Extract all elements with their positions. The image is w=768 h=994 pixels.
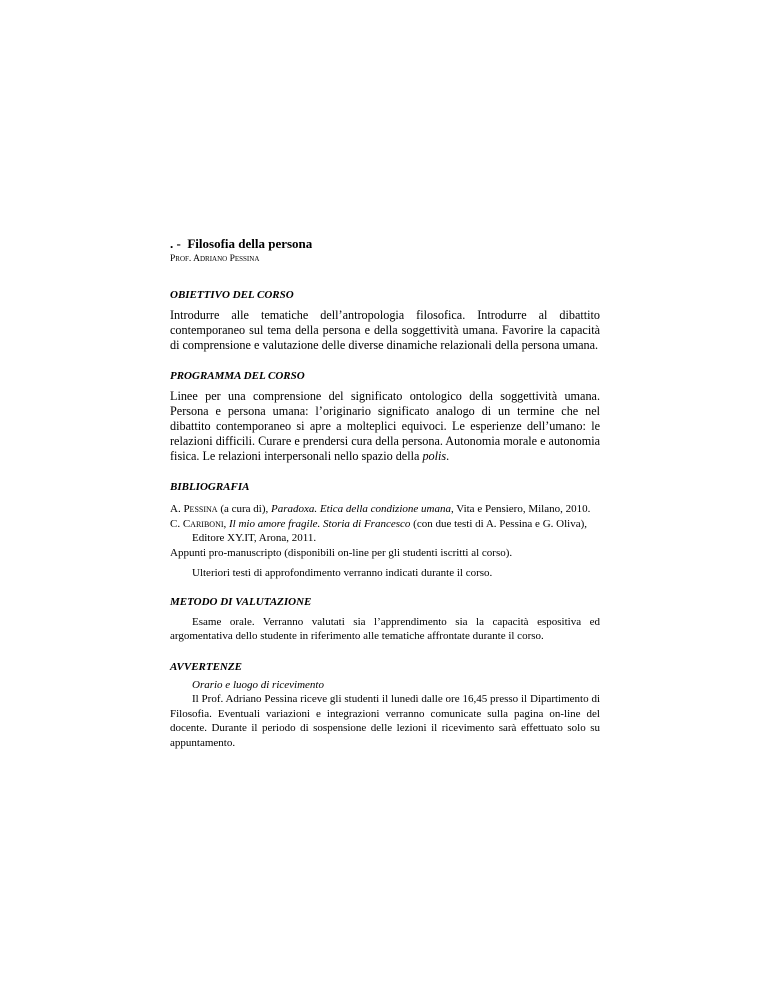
notes-heading: AVVERTENZE [170, 660, 242, 673]
bibliography-entry [170, 517, 600, 546]
objective-text: Introdurre alle tematiche dell’antropologia filosofica. Introdurre al dibattito contemporaneo sul tema della persona e della soggettività umana. Favorire la capacità di comprensione e valutazione delle diverse dinamiche relazionali della persona umana. [170, 308, 600, 352]
course-number: . - [170, 236, 181, 251]
bib-post: (con due testi di A. Pessina e G. Oliva), Editore XY.IT, Arona, 2011. [192, 517, 587, 544]
bib-title: Il mio amore fragile. Storia di Francesco [229, 517, 411, 530]
course-sheet [170, 236, 600, 750]
bib-pre: (a cura di), [217, 503, 272, 515]
office-hours-subheading: Orario e luogo di ricevimento [192, 678, 324, 691]
bibliography-list [170, 502, 600, 581]
professor-name: Prof. Adriano Pessina [170, 254, 260, 264]
program-text-italic: polis [422, 449, 447, 463]
bib-title: Paradoxa. Etica della condizione umana [271, 503, 451, 515]
objective-heading: OBIETTIVO DEL CORSO [170, 289, 294, 301]
bib-author: A. Pessina [170, 503, 218, 515]
program-heading: PROGRAMMA DEL CORSO [170, 370, 305, 382]
program-text [170, 389, 600, 464]
bibliography-note: Ulteriori testi di approfondimento verranno indicati durante il corso. [192, 567, 493, 579]
bib-author: C. Cariboni [170, 517, 224, 530]
evaluation-heading: METODO DI VALUTAZIONE [170, 595, 312, 608]
evaluation-text: Esame orale. Verranno valutati sia l’apprendimento sia la capacità espositiva ed argomentativa dello studente in riferimento alle tematiche affrontate durante il corso. [170, 615, 600, 642]
bib-post: , Vita e Pensiero, Milano, 2010. [450, 503, 591, 515]
bib-pre: , [223, 517, 230, 530]
bibliography-heading: BIBLIOGRAFIA [170, 481, 250, 493]
bibliography-extra: Appunti pro-manuscripto (disponibili on-line per gli studenti iscritti al corso). [170, 546, 513, 559]
course-title: Filosofia della persona [187, 236, 313, 251]
program-text-end: . [446, 449, 450, 463]
program-text-main: Linee per una comprensione del significato ontologico della soggettività umana. Persona e persona umana: l’originario significato analogo di un termine che nel dibattito contemporaneo si apre a molteplici equivoci. Le esperienze dell’umano: le relazioni difficili. Curare e prendersi cura della persona. Autonomia morale e autonomia fisica. Le relazioni interpersonali nello spazio della [170, 389, 600, 463]
course-title-line [170, 236, 600, 252]
bibliography-entry [170, 502, 600, 517]
office-hours-text: Il Prof. Adriano Pessina riceve gli studenti il lunedì dalle ore 16,45 presso il Dipartimento di Filosofia. Eventuali variazioni e integrazioni verranno comunicate sulla pagina on-line del docente. Durante il periodo di sospensione delle lezioni il ricevimento sarà effettuato solo su appuntamento. [170, 693, 600, 749]
